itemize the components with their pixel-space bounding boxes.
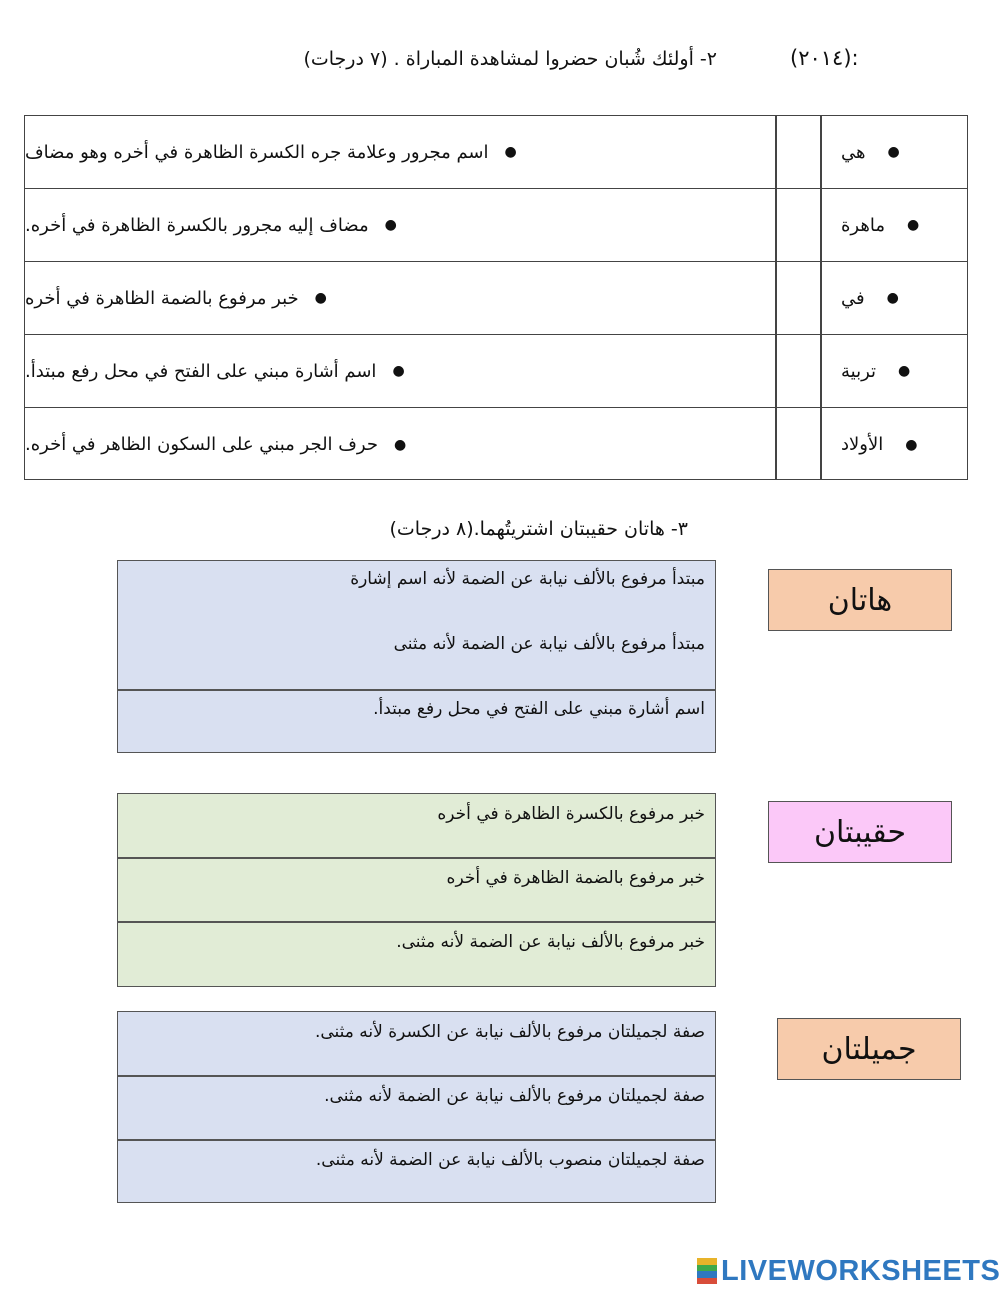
option-item[interactable]: خبر مرفوع بالضمة الظاهرة في أخره (446, 868, 705, 888)
bullet-icon: ● (906, 217, 920, 233)
word-cell[interactable] (821, 262, 967, 334)
table-row (25, 335, 967, 408)
word-text: في (841, 287, 865, 309)
word-tag-jamilatan[interactable]: جميلتان (777, 1018, 961, 1080)
option-divider (118, 857, 715, 859)
definition-text: مضاف إليه مجرور بالكسرة الظاهرة في أخره. (25, 214, 369, 236)
bullet-icon: ● (504, 144, 517, 160)
table-row (25, 408, 967, 481)
word-cell[interactable] (821, 189, 967, 261)
definition-cell[interactable] (25, 116, 775, 188)
word-cell[interactable] (821, 116, 967, 188)
liveworksheets-logo-icon (697, 1258, 717, 1284)
definition-text: خبر مرفوع بالضمة الظاهرة في أخره (25, 287, 299, 309)
option-item[interactable]: صفة لجميلتان مرفوع بالألف نيابة عن الكسرة لأنه مثنى. (314, 1022, 705, 1042)
option-group-haqibatan (117, 793, 716, 987)
option-item[interactable]: صفة لجميلتان منصوب بالألف نيابة عن الضمة لأنه مثنى. (315, 1150, 705, 1170)
definition-cell[interactable] (25, 262, 775, 334)
bullet-icon: ● (898, 363, 911, 379)
option-item[interactable]: خبر مرفوع بالألف نيابة عن الضمة لأنه مثنى. (396, 932, 705, 952)
definition-cell[interactable] (25, 335, 775, 407)
option-item[interactable]: خبر مرفوع بالكسرة الظاهرة في أخره (437, 804, 705, 824)
matching-table (24, 115, 968, 480)
liveworksheets-logo (697, 1254, 1000, 1288)
option-divider (118, 689, 715, 691)
bullet-icon: ● (314, 290, 327, 306)
definition-text: اسم أشارة مبني على الفتح في محل رفع مبتدأ. (25, 360, 377, 382)
option-group-jamilatan (117, 1011, 716, 1203)
word-tag-haqibatan[interactable]: حقيبتان (768, 801, 952, 863)
option-item[interactable]: اسم أشارة مبني على الفتح في محل رفع مبتدأ. (373, 699, 705, 719)
table-row (25, 189, 967, 262)
option-divider (118, 1139, 715, 1141)
word-text: ماهرة (841, 214, 885, 236)
word-text: الأولاد (841, 434, 884, 455)
bullet-icon: ● (392, 363, 405, 379)
definition-text: اسم مجرور وعلامة جره الكسرة الظاهرة في أخره وهو مضاف (25, 141, 489, 163)
logo-text: LIVEWORKSHEETS (721, 1254, 1000, 1287)
question-2-text: ٢- أولئك شُبان حضروا لمشاهدة المباراة . (٧ درجات) (303, 48, 717, 70)
bullet-icon: ● (886, 290, 899, 306)
definition-cell[interactable] (25, 408, 775, 481)
word-text: هي (841, 141, 866, 163)
definition-text: حرف الجر مبني على السكون الظاهر في أخره. (25, 434, 378, 455)
option-item[interactable]: صفة لجميلتان مرفوع بالألف نيابة عن الضمة لأنه مثنى. (324, 1086, 705, 1106)
word-cell[interactable] (821, 408, 967, 481)
question-3-text: ٣- هاتان حقيبتان اشتريتُهما.(٨ درجات) (389, 518, 688, 540)
word-text: تربية (841, 360, 877, 382)
option-item[interactable]: مبتدأ مرفوع بالألف نيابة عن الضمة لأنه مثنى (393, 634, 705, 654)
table-row (25, 116, 967, 189)
bullet-icon: ● (394, 436, 407, 453)
word-cell[interactable] (821, 335, 967, 407)
table-row (25, 262, 967, 335)
bullet-icon: ● (905, 436, 918, 453)
option-group-hatan (117, 560, 716, 753)
definition-cell[interactable] (25, 189, 775, 261)
option-divider (118, 1075, 715, 1077)
bullet-icon: ● (384, 217, 397, 233)
question-year: (٢٠١٤): (790, 46, 859, 70)
option-item[interactable]: مبتدأ مرفوع بالألف نيابة عن الضمة لأنه اسم إشارة (350, 569, 705, 589)
bullet-icon: ● (887, 144, 900, 160)
word-tag-hatan[interactable]: هاتان (768, 569, 952, 631)
option-divider (118, 921, 715, 923)
